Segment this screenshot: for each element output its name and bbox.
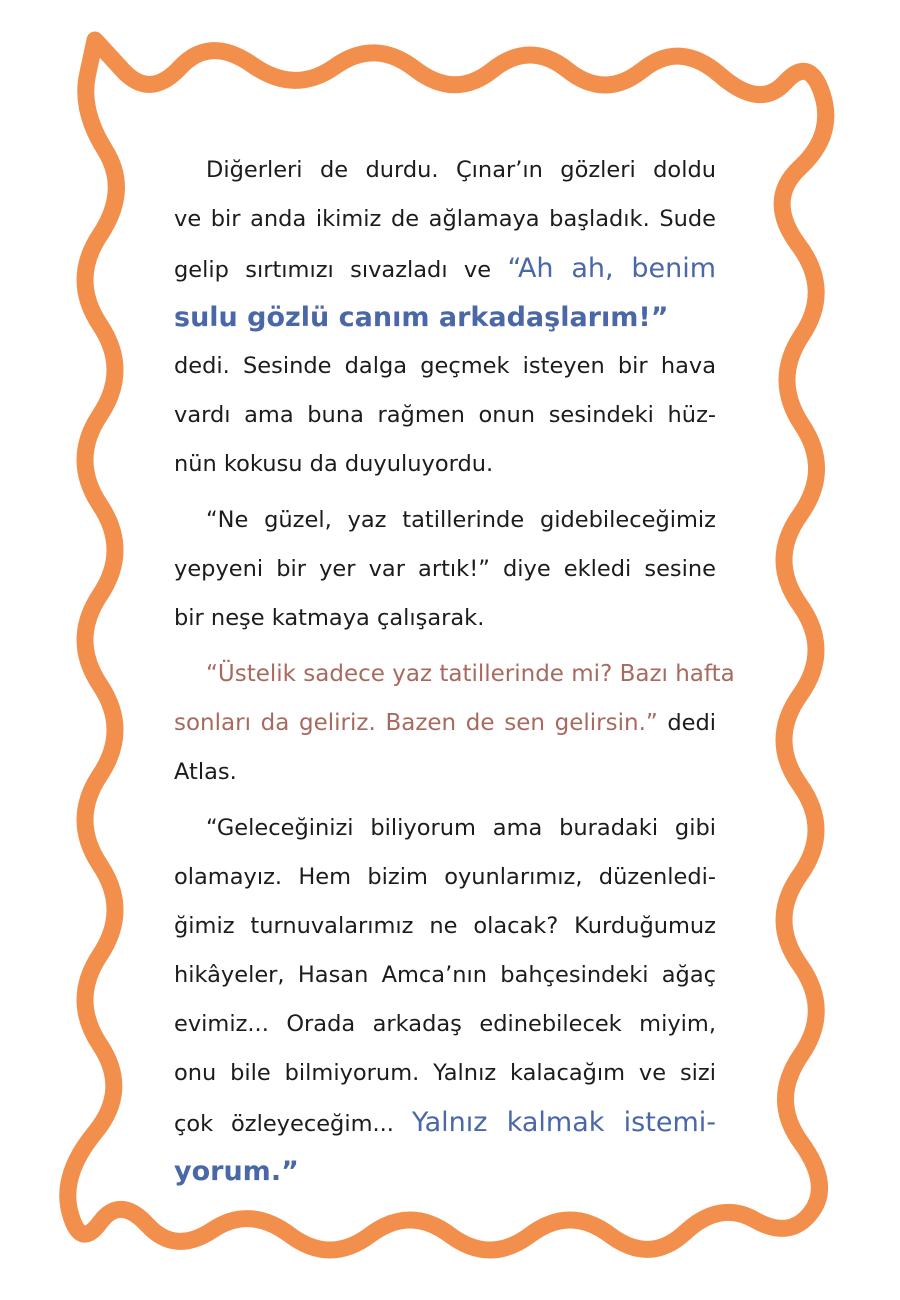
text-line: Diğerleri de durdu. Çınar’ın gözleri doldu xyxy=(206,157,716,183)
text-line: hikâyeler, Hasan Amca’nın bahçesindeki ağaç xyxy=(174,962,716,988)
atlas-quote-end: sonları da geliriz. Bazen de sen gelirsin.” xyxy=(174,710,658,736)
text-line: evimiz... Orada arkadaş edinebilecek miyim, xyxy=(174,1011,716,1037)
text-line xyxy=(174,244,716,293)
sude-quote-end: sulu gözlü canım arkadaşlarım!” xyxy=(174,302,669,333)
text-line: dedi. Sesinde dalga geçmek isteyen bir hava xyxy=(174,353,716,379)
sude-quote-start: “Ah ah, benim xyxy=(507,253,716,284)
text-line: onu bile bilmiyorum. Yalnız kalacağım ve sizi xyxy=(174,1060,716,1086)
paragraph-2 xyxy=(174,496,716,643)
text-line: ğimiz turnuvalarımız ne olacak? Kurduğumuz xyxy=(174,913,716,939)
text-span: gelip sırtımızı sıvazladı ve xyxy=(174,257,492,283)
paragraph-3 xyxy=(174,650,735,797)
narrator-quote-end: yorum.” xyxy=(174,1156,299,1187)
text-line xyxy=(174,1098,716,1147)
text-span: çok özleyeceğim... xyxy=(174,1111,394,1137)
text-line xyxy=(174,293,716,342)
text-line: vardı ama buna rağmen onun sesindeki hüz- xyxy=(174,402,716,428)
text-line: yepyeni bir yer var artık!” diye ekledi sesine xyxy=(174,556,716,582)
paragraph-1 xyxy=(174,146,716,489)
text-line xyxy=(174,699,716,748)
story-text xyxy=(174,146,735,1196)
text-line: bir neşe katmaya çalışarak. xyxy=(174,605,485,631)
text-line xyxy=(174,650,735,699)
text-line: ve bir anda ikimiz de ağlamaya başladık. Sude xyxy=(174,206,716,232)
text-line xyxy=(174,1147,716,1196)
text-line: “Geleceğinizi biliyorum ama buradaki gibi xyxy=(206,815,716,841)
text-line: nün kokusu da duyuluyordu. xyxy=(174,451,494,477)
text-line: “Ne güzel, yaz tatillerinde gidebileceğimiz xyxy=(206,507,716,533)
text-line: Atlas. xyxy=(174,759,237,785)
text-span: dedi xyxy=(667,710,716,736)
text-line: olamayız. Hem bizim oyunlarımız, düzenledi- xyxy=(174,864,716,890)
atlas-quote-start: “Üstelik sadece yaz tatillerinde mi? Bazı hafta xyxy=(206,661,735,687)
narrator-quote-start: Yalnız kalmak istemi- xyxy=(411,1107,716,1138)
paragraph-4 xyxy=(174,804,716,1196)
